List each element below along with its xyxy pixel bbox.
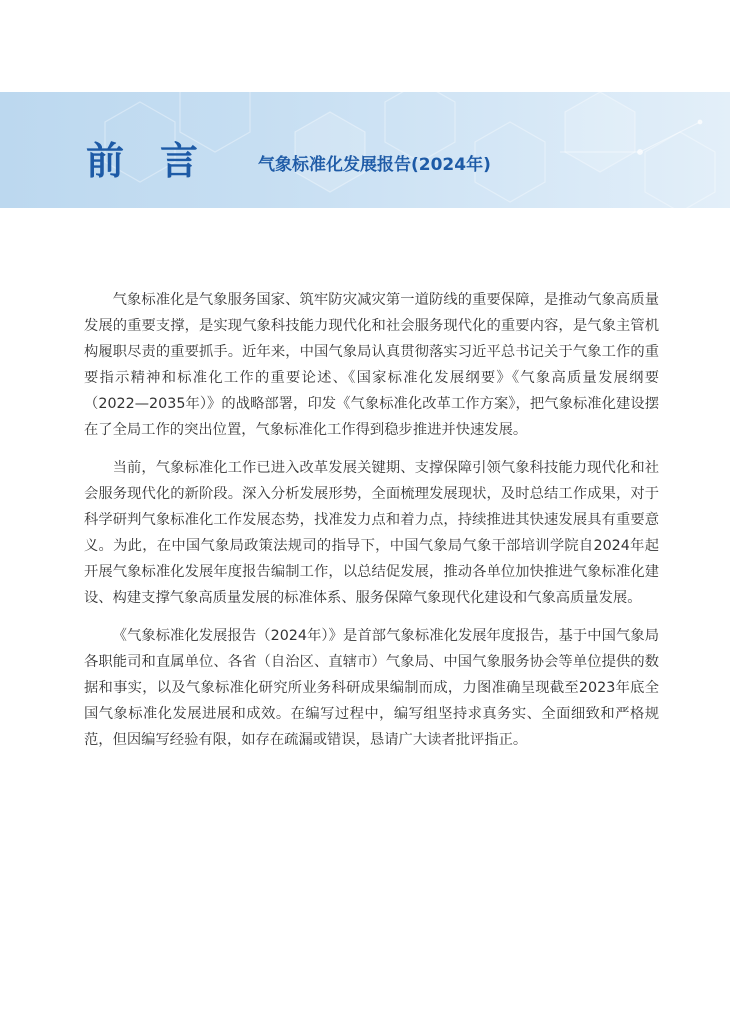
paragraph: 《气象标准化发展报告（2024年）》是首部气象标准化发展年度报告，基于中国气象局各职能司和直属单位、各省（自治区、直辖市）气象局、中国气象服务协会等单位提供的数据和事实，以及气象标准化研究所业务科研成果编制而成，力图准确呈现截至2023年底全国气象标准化发展进展和成效。在编写过程中，编写组坚持求真务实、全面细致和严格规范，但因编写经验有限，如存在疏漏或错误，恳请广大读者批评指正。: [84, 628, 659, 748]
page-title: 前言: [86, 139, 235, 183]
paragraph: 当前，气象标准化工作已进入改革发展关键期、支撑保障引领气象科技能力现代化和社会服务现代化的新阶段。深入分析发展形势，全面梳理发展现状，及时总结工作成果，对于科学研判气象标准化工作发展态势，找准发力点和着力点，持续推进其快速发展具有重要意义。为此，在中国气象局政策法规司的指导下，中国气象局气象干部培训学院自2024年起开展气象标准化发展年度报告编制工作，以总结促发展，推动各单位加快推进气象标准化建设、构建支撑气象高质量发展的标准体系、服务保障气象现代化建设和气象高质量发展。: [84, 460, 659, 606]
body-text: [84, 287, 659, 765]
paragraph: 气象标准化是气象服务国家、筑牢防灾减灾第一道防线的重要保障，是推动气象高质量发展的重要支撑，是实现气象科技能力现代化和社会服务现代化的重要内容，是气象主管机构履职尽责的重要抓手。近年来，中国气象局认真贯彻落实习近平总书记关于气象工作的重要指示精神和标准化工作的重要论述、《国家标准化发展纲要》《气象高质量发展纲要（2022—2035年）》的战略部署，印发《气象标准化改革工作方案》，把气象标准化建设摆在了全局工作的突出位置，气象标准化工作得到稳步推进并快速发展。: [84, 292, 659, 438]
report-subtitle: 气象标准化发展报告(2024年): [258, 155, 491, 175]
